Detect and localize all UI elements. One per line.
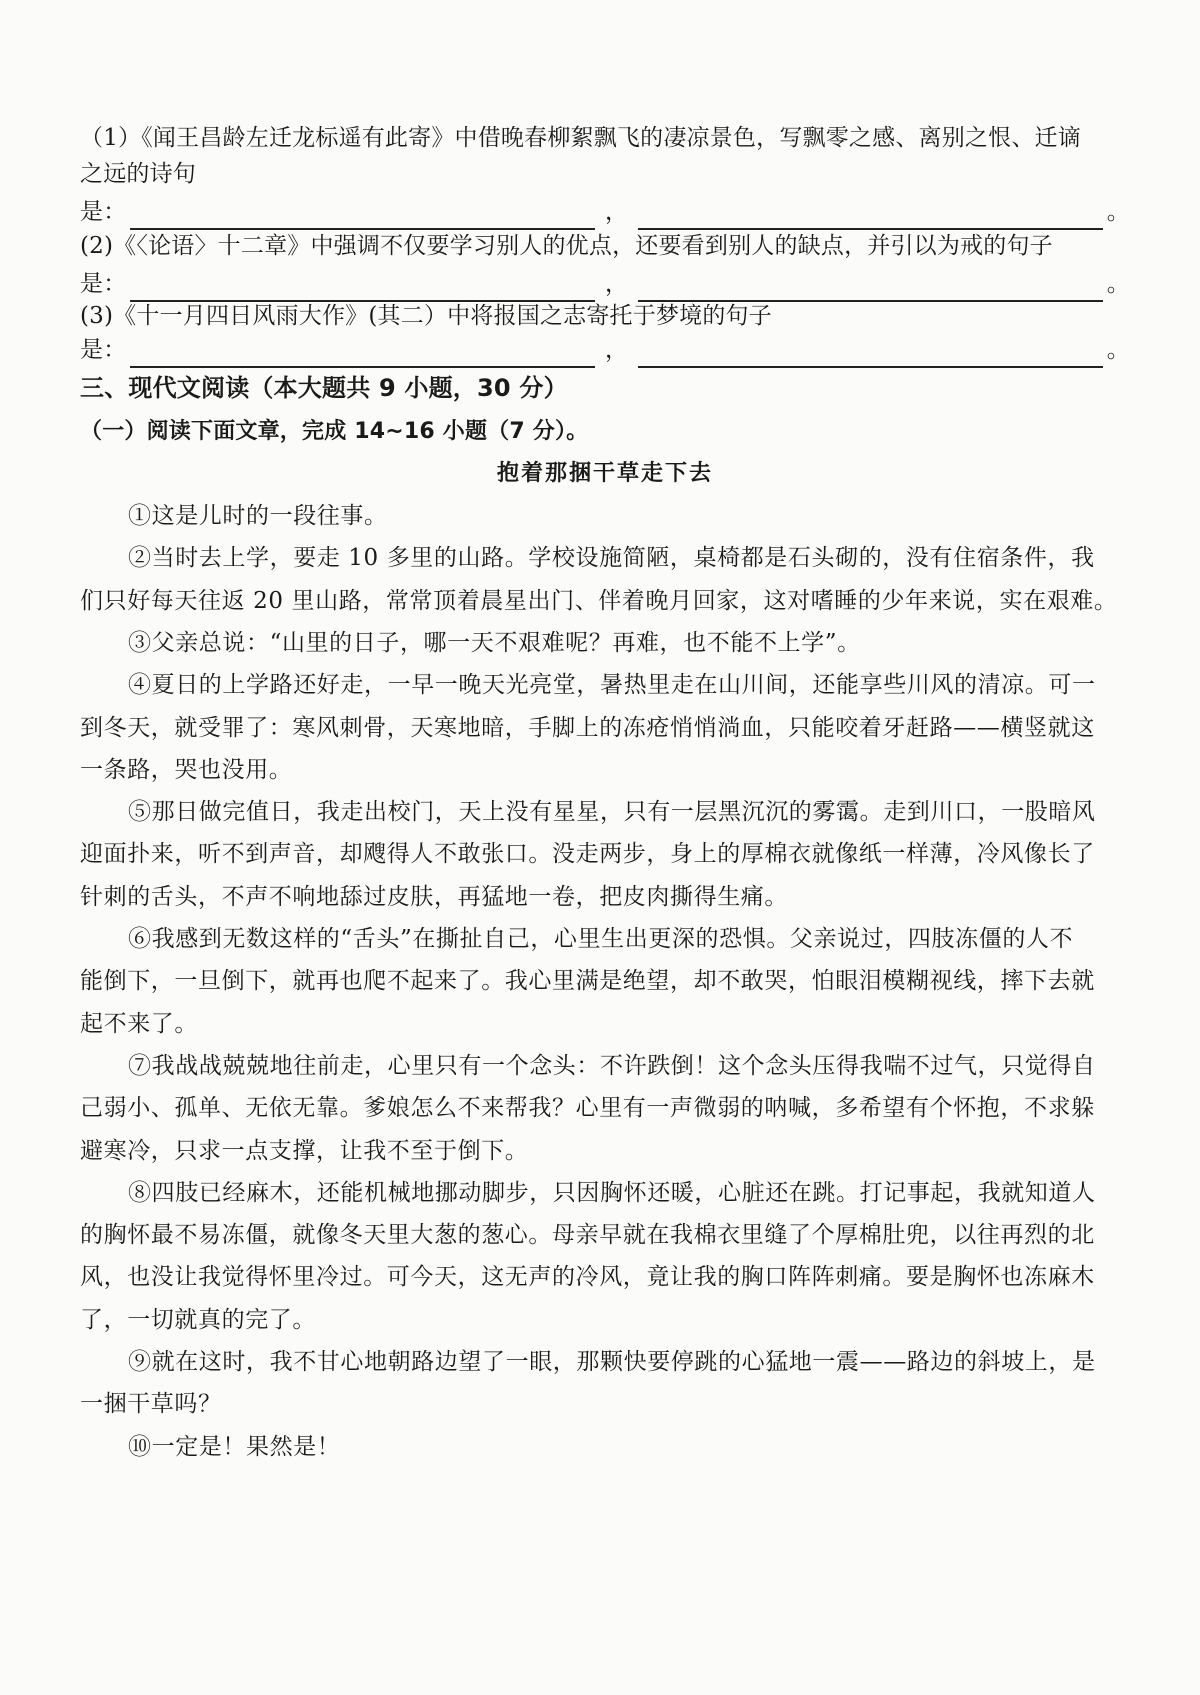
article-line: ⑩一定是！果然是！ [128, 1434, 341, 1460]
article-line: 起不来了。 [80, 1011, 198, 1037]
answer-blank-1[interactable] [130, 206, 595, 230]
article-line: 一捆干草吗？ [80, 1391, 222, 1417]
answer-end: 。 [1106, 199, 1130, 225]
question-1-answer-row [80, 194, 1130, 230]
answer-prefix: 是： [80, 337, 127, 363]
article-line: ⑦我战战兢兢地往前走，心里只有一个念头：不许跌倒！这个念头压得我喘不过气，只觉得自 [128, 1053, 1096, 1079]
question-2-answer-row [80, 266, 1130, 302]
article-line: ④夏日的上学路还好走，一早一晚天光亮堂，暑热里走在山川间，还能享些川风的清凉。可一 [128, 672, 1096, 698]
answer-prefix: 是： [80, 199, 127, 225]
question-1-prompt: （1）《闻王昌龄左迁龙标遥有此寄》中借晚春柳絮飘飞的凄凉景色，写飘零之感、离别之恨、迁谪 [80, 125, 1081, 151]
article-line: 一条路，哭也没用。 [80, 757, 293, 783]
article-title: 抱着那捆干草走下去 [496, 460, 713, 486]
answer-prefix: 是： [80, 271, 127, 297]
article-line: 了，一切就真的完了。 [80, 1307, 316, 1333]
article-line: ⑥我感到无数这样的“舌头”在撕扯自己，心里生出更深的恐惧。父亲说过，四肢冻僵的人不 [128, 926, 1074, 952]
article-line: 能倒下，一旦倒下，就再也爬不起来了。我心里满是绝望，却不敢哭，怕眼泪模糊视线，摔下去就 [80, 968, 1095, 994]
article-line: 们只好每天往返 20 里山路，常常顶着晨星出门、伴着晚月回家，这对嗜睡的少年来说，实在艰难。 [80, 588, 1118, 614]
section-heading: 三、现代文阅读（本大题共 9 小题，30 分） [80, 374, 568, 402]
question-3-prompt: (3)《十一月四日风雨大作》(其二）中将报国之志寄托于梦境的句子 [80, 303, 772, 329]
question-1-prompt-cont: 之远的诗句 [80, 161, 196, 187]
answer-blank-1[interactable] [130, 344, 595, 368]
answer-comma: ， [605, 271, 629, 297]
article-line: ②当时去上学，要走 10 多里的山路。学校设施简陋，桌椅都是石头砌的，没有住宿条件，我 [128, 545, 1095, 571]
article-line: 迎面扑来，听不到声音，却飕得人不敢张口。没走两步，身上的厚棉衣就像纸一样薄，冷风像长了 [80, 841, 1095, 867]
answer-comma: ， [605, 199, 629, 225]
answer-blank-2[interactable] [638, 344, 1103, 368]
question-2-prompt: (2)《〈论语〉十二章》中强调不仅要学习别人的优点，还要看到别人的缺点，并引以为戒的句子 [80, 233, 1053, 259]
article-line: 己弱小、孤单、无依无靠。爹娘怎么不来帮我？心里有一声微弱的呐喊，多希望有个怀抱，不求躲 [80, 1095, 1095, 1121]
article-line: 针刺的舌头，不声不响地舔过皮肤，再猛地一卷，把皮肉撕得生痛。 [80, 884, 788, 910]
article-line: ⑤那日做完值日，我走出校门，天上没有星星，只有一层黑沉沉的雾霭。走到川口，一股暗风 [128, 799, 1096, 825]
answer-comma: ， [605, 337, 629, 363]
article-line: 的胸怀最不易冻僵，就像冬天里大葱的葱心。母亲早就在我棉衣里缝了个厚棉肚兜，以往再烈的北 [80, 1222, 1095, 1248]
answer-end: 。 [1106, 271, 1130, 297]
section-subheading: （一）阅读下面文章，完成 14~16 小题（7 分）。 [80, 419, 589, 444]
question-3-answer-row [80, 332, 1130, 368]
answer-end: 。 [1106, 337, 1130, 363]
article-line: ⑨就在这时，我不甘心地朝路边望了一眼，那颗快要停跳的心猛地一震——路边的斜坡上，是 [128, 1349, 1096, 1375]
article-line: 到冬天，就受罪了：寒风刺骨，天寒地暗，手脚上的冻疮悄悄淌血，只能咬着牙赶路——横竖就这 [80, 715, 1095, 741]
article-line: 风，也没让我觉得怀里冷过。可今天，这无声的冷风，竟让我的胸口阵阵刺痛。要是胸怀也冻麻木 [80, 1264, 1095, 1290]
article-line: ①这是儿时的一段往事。 [128, 503, 388, 529]
article-line: 避寒冷，只求一点支撑，让我不至于倒下。 [80, 1138, 529, 1164]
article-line: ⑧四肢已经麻木，还能机械地挪动脚步，只因胸怀还暖，心脏还在跳。打记事起，我就知道人 [128, 1180, 1096, 1206]
article-line: ③父亲总说：“山里的日子，哪一天不艰难呢？再难，也不能不上学”。 [128, 630, 861, 656]
answer-blank-2[interactable] [638, 206, 1103, 230]
